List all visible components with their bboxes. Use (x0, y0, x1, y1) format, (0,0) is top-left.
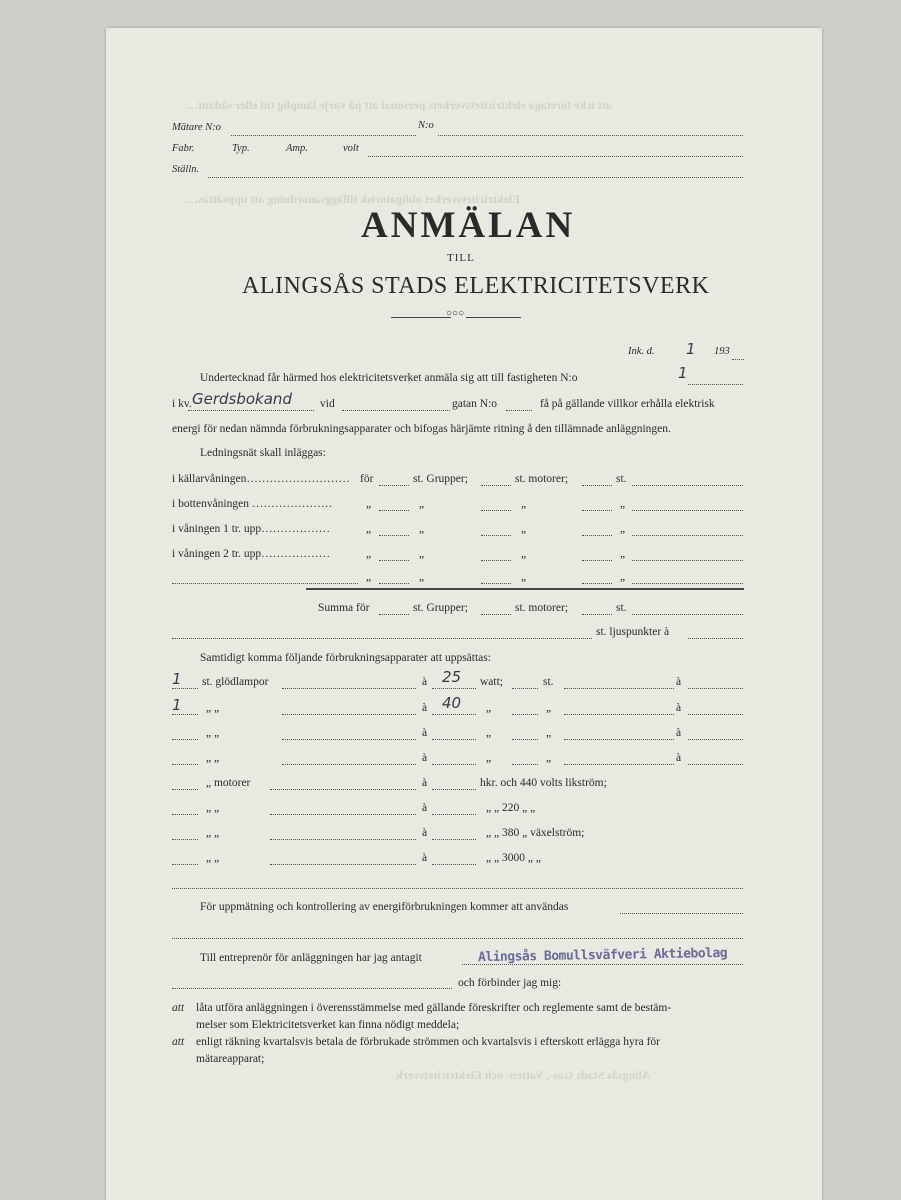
apparat-value-field[interactable] (432, 764, 476, 765)
no-label: N:o (418, 120, 434, 131)
motorer-field[interactable] (481, 560, 511, 561)
summa-rule (306, 588, 744, 590)
apparat-type-field[interactable] (282, 739, 416, 740)
motor-label: „ motorer (206, 777, 251, 789)
apparat-a: à (422, 727, 428, 739)
apparat-extra-field[interactable] (564, 688, 674, 689)
apparat-a: à (422, 702, 428, 714)
summa-st: st. (616, 602, 627, 614)
apparat-a: à (422, 752, 428, 764)
st-extra-field[interactable] (632, 560, 743, 561)
apparat-type-field[interactable] (282, 764, 416, 765)
ledning-grupper: „ (419, 548, 425, 560)
apparat-st: „ (546, 752, 552, 764)
entreprenor-field-2[interactable] (172, 988, 452, 989)
amp-label: Amp. (286, 143, 308, 154)
apparat-a2-field[interactable] (688, 764, 743, 765)
motor-value-field[interactable] (432, 839, 476, 840)
ledning-grupper: „ (419, 523, 425, 535)
apparat-a2: à (676, 702, 682, 714)
apparat-st-field[interactable] (512, 688, 538, 689)
inkd-year-field[interactable] (732, 359, 744, 360)
clause-text-cont: melser som Elektricitetsverket kan finna nödigt meddela; (196, 1019, 460, 1031)
ledning-motorer: „ (521, 498, 527, 510)
apparat-a2: à (676, 727, 682, 739)
organization-name: ALINGSÅS STADS ELEKTRICITETSVERK (242, 273, 710, 299)
st-extra-field[interactable] (632, 485, 743, 486)
motor-count-field[interactable] (172, 814, 198, 815)
clause-text-cont: mätareapparat; (196, 1053, 265, 1065)
apparat-count-field[interactable] (172, 688, 198, 689)
motorer-field[interactable] (481, 510, 511, 511)
grupper-field[interactable] (379, 485, 409, 486)
motor-a: à (422, 852, 428, 864)
typ-label: Typ. (232, 143, 250, 154)
ornament-icon: ○○○ (446, 308, 465, 319)
matning-field-2[interactable] (172, 938, 743, 939)
ledning-for: „ (366, 548, 372, 560)
clause-text: enligt räkning kvartalsvis betala de förbrukade strömmen och kvartalsvis i efterskott erlägga hyra för (196, 1036, 660, 1048)
motor-a: à (422, 802, 428, 814)
ledning-row-label: i våningen 1 tr. upp……………… (172, 523, 331, 535)
ornament-rule (466, 317, 521, 318)
motorer-field[interactable] (481, 485, 511, 486)
apparat-unit: watt; (480, 676, 503, 688)
st-field[interactable] (582, 535, 612, 536)
volt-label: volt (343, 143, 359, 154)
summa-grupper: st. Grupper; (413, 602, 468, 614)
motorer-field[interactable] (481, 583, 511, 584)
apparat-unit: „ (486, 752, 492, 764)
apparat-st: „ (546, 727, 552, 739)
kv-label: i kv. (172, 398, 192, 410)
inkd-year: 193 (714, 346, 730, 357)
motor-spec: „ „ 380 „ växelström; (486, 827, 585, 839)
intro-line1: Undertecknad får härmed hos elektricitetsverket anmäla sig att till fastigheten N:o (200, 372, 578, 384)
st-field[interactable] (582, 485, 612, 486)
grupper-field[interactable] (379, 510, 409, 511)
ledning-grupper: „ (419, 571, 425, 583)
apparat-value[interactable]: 40 (442, 694, 462, 712)
apparat-value-field[interactable] (432, 688, 476, 689)
summa-st-field[interactable] (582, 614, 612, 615)
ledning-for: „ (366, 571, 372, 583)
motor-type-field[interactable] (270, 814, 416, 815)
matning-label: För uppmätning och kontrollering av energiförbrukningen kommer att användas (200, 901, 569, 913)
summa-st-extra-field[interactable] (632, 614, 743, 615)
grupper-field[interactable] (379, 535, 409, 536)
apparat-count-field[interactable] (172, 739, 198, 740)
show-through-text: Elektricitetsverket obligatorisk tilläggsanordning att uppsättas… (186, 192, 521, 206)
ledning-st: „ (620, 548, 626, 560)
ledning-motorer: st. motorer; (515, 473, 569, 485)
motor-label: „ „ (206, 802, 220, 814)
apparat-st-field[interactable] (512, 764, 538, 765)
ledning-for: „ (366, 498, 372, 510)
summa-motorer-field[interactable] (481, 614, 511, 615)
apparat-st-field[interactable] (512, 739, 538, 740)
matare-label: Mätare N:o (172, 122, 221, 133)
ledning-motorer: „ (521, 523, 527, 535)
st-field[interactable] (582, 510, 612, 511)
apparater-extra-line[interactable] (172, 888, 743, 889)
motor-value-field[interactable] (432, 864, 476, 865)
fabr-field[interactable] (368, 156, 743, 157)
gatan-label: gatan N:o (452, 398, 498, 410)
ljuspunkter-label: st. ljuspunkter à (596, 626, 670, 638)
ledning-for: för (360, 473, 374, 485)
ledning-st: „ (620, 523, 626, 535)
apparat-st: „ (546, 702, 552, 714)
stalln-field[interactable] (208, 177, 743, 178)
ledning-heading: Ledningsnät skall inläggas: (200, 447, 326, 459)
apparat-count-field[interactable] (172, 714, 198, 715)
motor-spec: hkr. och 440 volts likström; (480, 777, 607, 789)
motor-label: „ „ (206, 827, 220, 839)
motor-type-field[interactable] (270, 789, 416, 790)
gatan-no-field[interactable] (506, 410, 532, 411)
apparat-a2: à (676, 676, 682, 688)
st-extra-field[interactable] (632, 510, 743, 511)
form-paper (106, 28, 822, 1200)
show-through-text: att icke företaga elektricitetsverkets personal att på varje lämplig tid eller sådant… (186, 98, 612, 112)
apparater-heading: Samtidigt komma följande förbrukningsapparater att uppsättas: (200, 652, 491, 664)
ledning-grupper: st. Grupper; (413, 473, 468, 485)
grupper-field[interactable] (379, 560, 409, 561)
motor-count-field[interactable] (172, 839, 198, 840)
motor-spec: „ „ 3000 „ „ (486, 852, 541, 864)
apparat-value-field[interactable] (432, 714, 476, 715)
motor-a: à (422, 827, 428, 839)
intro-fa: få på gällande villkor erhålla elektrisk (540, 398, 715, 410)
ledning-row-label-field[interactable] (172, 583, 358, 584)
motor-value-field[interactable] (432, 789, 476, 790)
matare-field[interactable] (231, 135, 416, 136)
no-field[interactable] (438, 135, 743, 136)
apparat-count[interactable]: 1 (172, 696, 182, 714)
motorer-field[interactable] (481, 535, 511, 536)
st-extra-field[interactable] (632, 583, 743, 584)
ledning-motorer: „ (521, 548, 527, 560)
motor-a: à (422, 777, 428, 789)
motor-type-field[interactable] (270, 864, 416, 865)
apparat-a2: à (676, 752, 682, 764)
apparat-label: st. glödlampor (202, 676, 269, 688)
apparat-a2-field[interactable] (688, 739, 743, 740)
grupper-field[interactable] (379, 583, 409, 584)
ledning-row-label: i våningen 2 tr. upp……………… (172, 548, 331, 560)
motor-value-field[interactable] (432, 814, 476, 815)
vid-label: vid (320, 398, 335, 410)
fastighet-field[interactable] (688, 384, 743, 385)
apparat-unit: „ (486, 727, 492, 739)
ledning-st: „ (620, 498, 626, 510)
apparat-a2-field[interactable] (688, 688, 743, 689)
motor-count-field[interactable] (172, 864, 198, 865)
ledning-motorer: „ (521, 571, 527, 583)
st-field[interactable] (582, 560, 612, 561)
apparat-label: „ „ (206, 702, 220, 714)
ledning-st: „ (620, 571, 626, 583)
apparat-count-field[interactable] (172, 764, 198, 765)
ljuspunkter-value-field[interactable] (688, 638, 743, 639)
kvarter-field[interactable] (188, 410, 314, 411)
ledning-st: st. (616, 473, 627, 485)
apparat-value[interactable]: 25 (442, 668, 462, 686)
apparat-extra-field[interactable] (564, 739, 674, 740)
ledning-for: „ (366, 523, 372, 535)
inkd-day[interactable]: 1 (686, 340, 696, 358)
entreprenor-field[interactable] (462, 964, 743, 965)
ledning-row-label: i bottenvåningen ………………… (172, 498, 333, 510)
st-field[interactable] (582, 583, 612, 584)
summa-motorer: st. motorer; (515, 602, 569, 614)
summa-grupper-field[interactable] (379, 614, 409, 615)
apparat-unit: „ (486, 702, 492, 714)
motor-spec: „ „ 220 „ „ (486, 802, 536, 814)
apparat-label: „ „ (206, 752, 220, 764)
summa-label: Summa för (318, 602, 370, 614)
apparat-type-field[interactable] (282, 688, 416, 689)
stalln-label: Ställn. (172, 164, 200, 175)
apparat-a2-field[interactable] (688, 714, 743, 715)
apparat-st-field[interactable] (512, 714, 538, 715)
apparat-type-field[interactable] (282, 714, 416, 715)
entreprenor-stamp: Alingsås Bomullsväfveri Aktiebolag (477, 945, 728, 966)
apparat-value-field[interactable] (432, 739, 476, 740)
apparat-extra-field[interactable] (564, 764, 674, 765)
ljuspunkter-count-field[interactable] (172, 638, 592, 639)
gata-field[interactable] (342, 410, 450, 411)
fastighet-value[interactable]: 1 (678, 364, 688, 382)
kvarter-value[interactable]: Gerdsbokand (192, 390, 292, 408)
ledning-row-label: i källarvåningen……………………… (172, 473, 350, 485)
inkd-label: Ink. d. (628, 346, 655, 357)
apparat-count[interactable]: 1 (172, 670, 182, 688)
motor-label: „ „ (206, 852, 220, 864)
motor-count-field[interactable] (172, 789, 198, 790)
apparat-st: st. (543, 676, 554, 688)
title-till: TILL (447, 252, 475, 264)
form-title: ANMÄLAN (361, 205, 576, 246)
clause-text: låta utföra anläggningen i överensstämmelse med gällande föreskrifter och reglemente samt de bestäm- (196, 1002, 672, 1014)
entreprenor-label: Till entreprenör för anläggningen har jag antagit (200, 952, 422, 964)
show-through-text: Alingsås Stads Gas-, Vatten- och Elektricitetsverk (396, 1068, 651, 1082)
clause-att: att (172, 1002, 185, 1014)
intro-line3: energi för nedan nämnda förbrukningsapparater och bifogas härjämte ritning å den tillämnade anläggningen. (172, 423, 671, 435)
ornament-rule (391, 317, 451, 318)
apparat-label: „ „ (206, 727, 220, 739)
motor-type-field[interactable] (270, 839, 416, 840)
forbinder-label: och förbinder jag mig: (458, 977, 562, 989)
clause-att: att (172, 1036, 185, 1048)
fabr-label: Fabr. (172, 143, 195, 154)
ledning-grupper: „ (419, 498, 425, 510)
st-extra-field[interactable] (632, 535, 743, 536)
apparat-a: à (422, 676, 428, 688)
apparat-extra-field[interactable] (564, 714, 674, 715)
matning-field[interactable] (620, 913, 743, 914)
